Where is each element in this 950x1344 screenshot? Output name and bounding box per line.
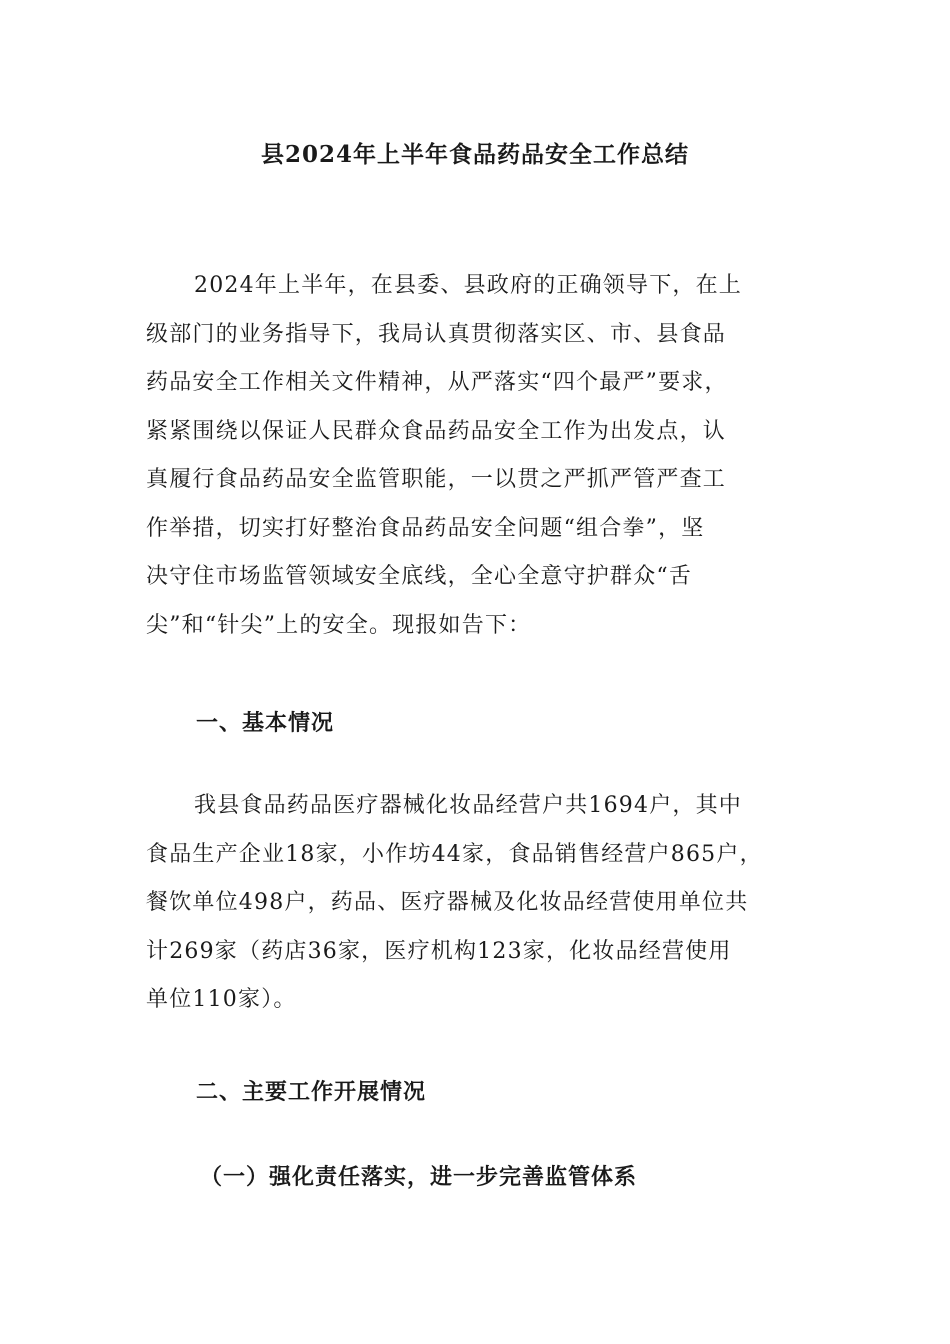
section-heading-basic: 一、基本情况 <box>196 710 335 736</box>
paragraph-line: 紧紧围绕以保证人民群众食品药品安全工作为出发点，认 <box>146 418 727 444</box>
paragraph-line: 2024年上半年，在县委、县政府的正确领导下，在上 <box>194 273 742 298</box>
intro-paragraph <box>146 262 806 650</box>
subsection-heading: （一）强化责任落实，进一步完善监管体系 <box>200 1164 638 1190</box>
section-heading-main-work: 二、主要工作开展情况 <box>196 1079 427 1105</box>
paragraph-line: 级部门的业务指导下，我局认真贯彻落实区、市、县食品 <box>146 321 727 347</box>
paragraph-line: 餐饮单位498户，药品、医疗器械及化妆品经营使用单位共 <box>146 890 749 915</box>
paragraph-line: 食品生产企业18家，小作坊44家，食品销售经营户865户， <box>146 841 763 867</box>
paragraph-line: 真履行食品药品安全监管职能，一以贯之严抓严管严查工 <box>146 467 727 492</box>
paragraph-line: 计269家（药店36家，医疗机构123家，化妆品经营使用 <box>146 938 732 964</box>
paragraph-line: 单位110家）。 <box>146 987 297 1012</box>
paragraph-line: 药品安全工作相关文件精神，从严落实“四个最严”要求， <box>146 370 728 395</box>
document-title: 县2024年上半年食品药品安全工作总结 <box>260 141 689 168</box>
paragraph-line: 尖”和“针尖”上的安全。现报如告下： <box>146 612 532 638</box>
paragraph-line: 我县食品药品医疗器械化妆品经营户共1694户，其中 <box>194 793 742 818</box>
basic-situation-paragraph <box>146 782 806 1025</box>
paragraph-line: 作举措，切实打好整治食品药品安全问题“组合拳”，坚 <box>146 515 705 541</box>
paragraph-line: 决守住市场监管领域安全底线，全心全意守护群众“舌 <box>146 564 693 589</box>
